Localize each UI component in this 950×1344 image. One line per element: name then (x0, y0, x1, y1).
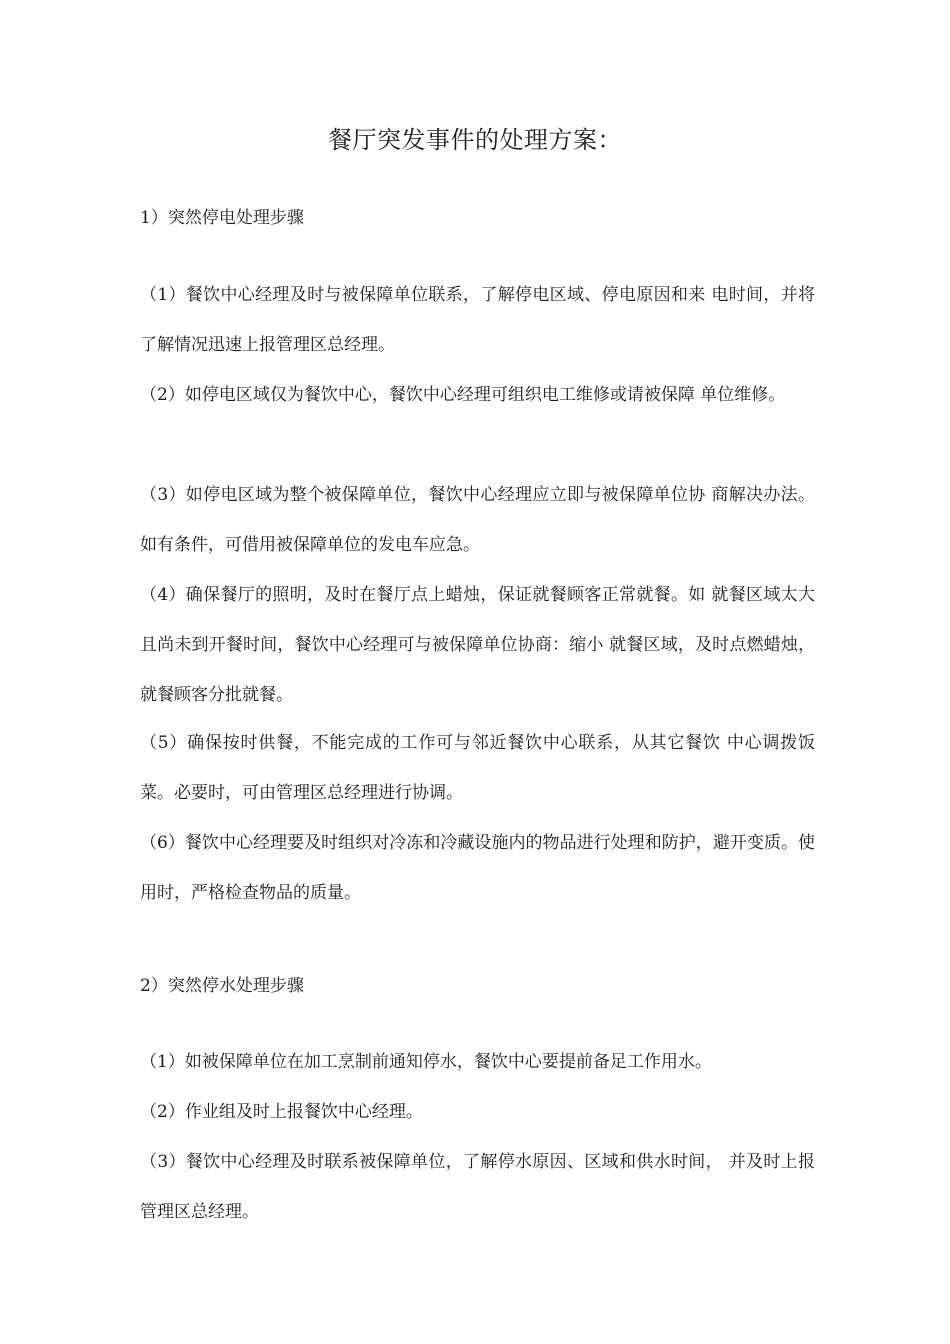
section-heading-water-outage: 2）突然停水处理步骤 (140, 976, 304, 996)
water-outage-step-3: （3）餐饮中心经理及时联系被保障单位，了解停水原因、区域和供水时间， 并及时上报管理区总经理。 (140, 1152, 815, 1222)
water-outage-step-1: （1）如被保障单位在加工烹制前通知停水，餐饮中心要提前备足工作用水。 (140, 1052, 712, 1072)
power-outage-step-6: （6）餐饮中心经理要及时组织对冷冻和冷藏设施内的物品进行处理和防护，避开变质。使用时，严格检查物品的质量。 (140, 833, 815, 903)
document-title: 餐厅突发事件的处理方案： (328, 126, 622, 154)
power-outage-step-2: （2）如停电区域仅为餐饮中心，餐饮中心经理可组织电工维修或请被保障 单位维修。 (140, 385, 786, 405)
power-outage-step-4: （4）确保餐厅的照明，及时在餐厅点上蜡烛，保证就餐顾客正常就餐。如 就餐区域太大且尚未到开餐时间，餐饮中心经理可与被保障单位协商：缩小 就餐区域，及时点燃蜡烛，就餐顾客分批就餐。 (140, 585, 815, 705)
section-heading-power-outage: 1）突然停电处理步骤 (140, 208, 304, 228)
power-outage-step-3: （3）如停电区域为整个被保障单位，餐饮中心经理应立即与被保障单位协 商解决办法。如有条件，可借用被保障单位的发电车应急。 (140, 485, 815, 555)
power-outage-step-5: （5）确保按时供餐，不能完成的工作可与邻近餐饮中心联系，从其它餐饮 中心调拨饭菜。必要时，可由管理区总经理进行协调。 (140, 733, 815, 803)
power-outage-step-1: （1）餐饮中心经理及时与被保障单位联系，了解停电区域、停电原因和来 电时间，并将了解情况迅速上报管理区总经理。 (140, 285, 815, 355)
water-outage-step-2: （2）作业组及时上报餐饮中心经理。 (140, 1102, 423, 1122)
